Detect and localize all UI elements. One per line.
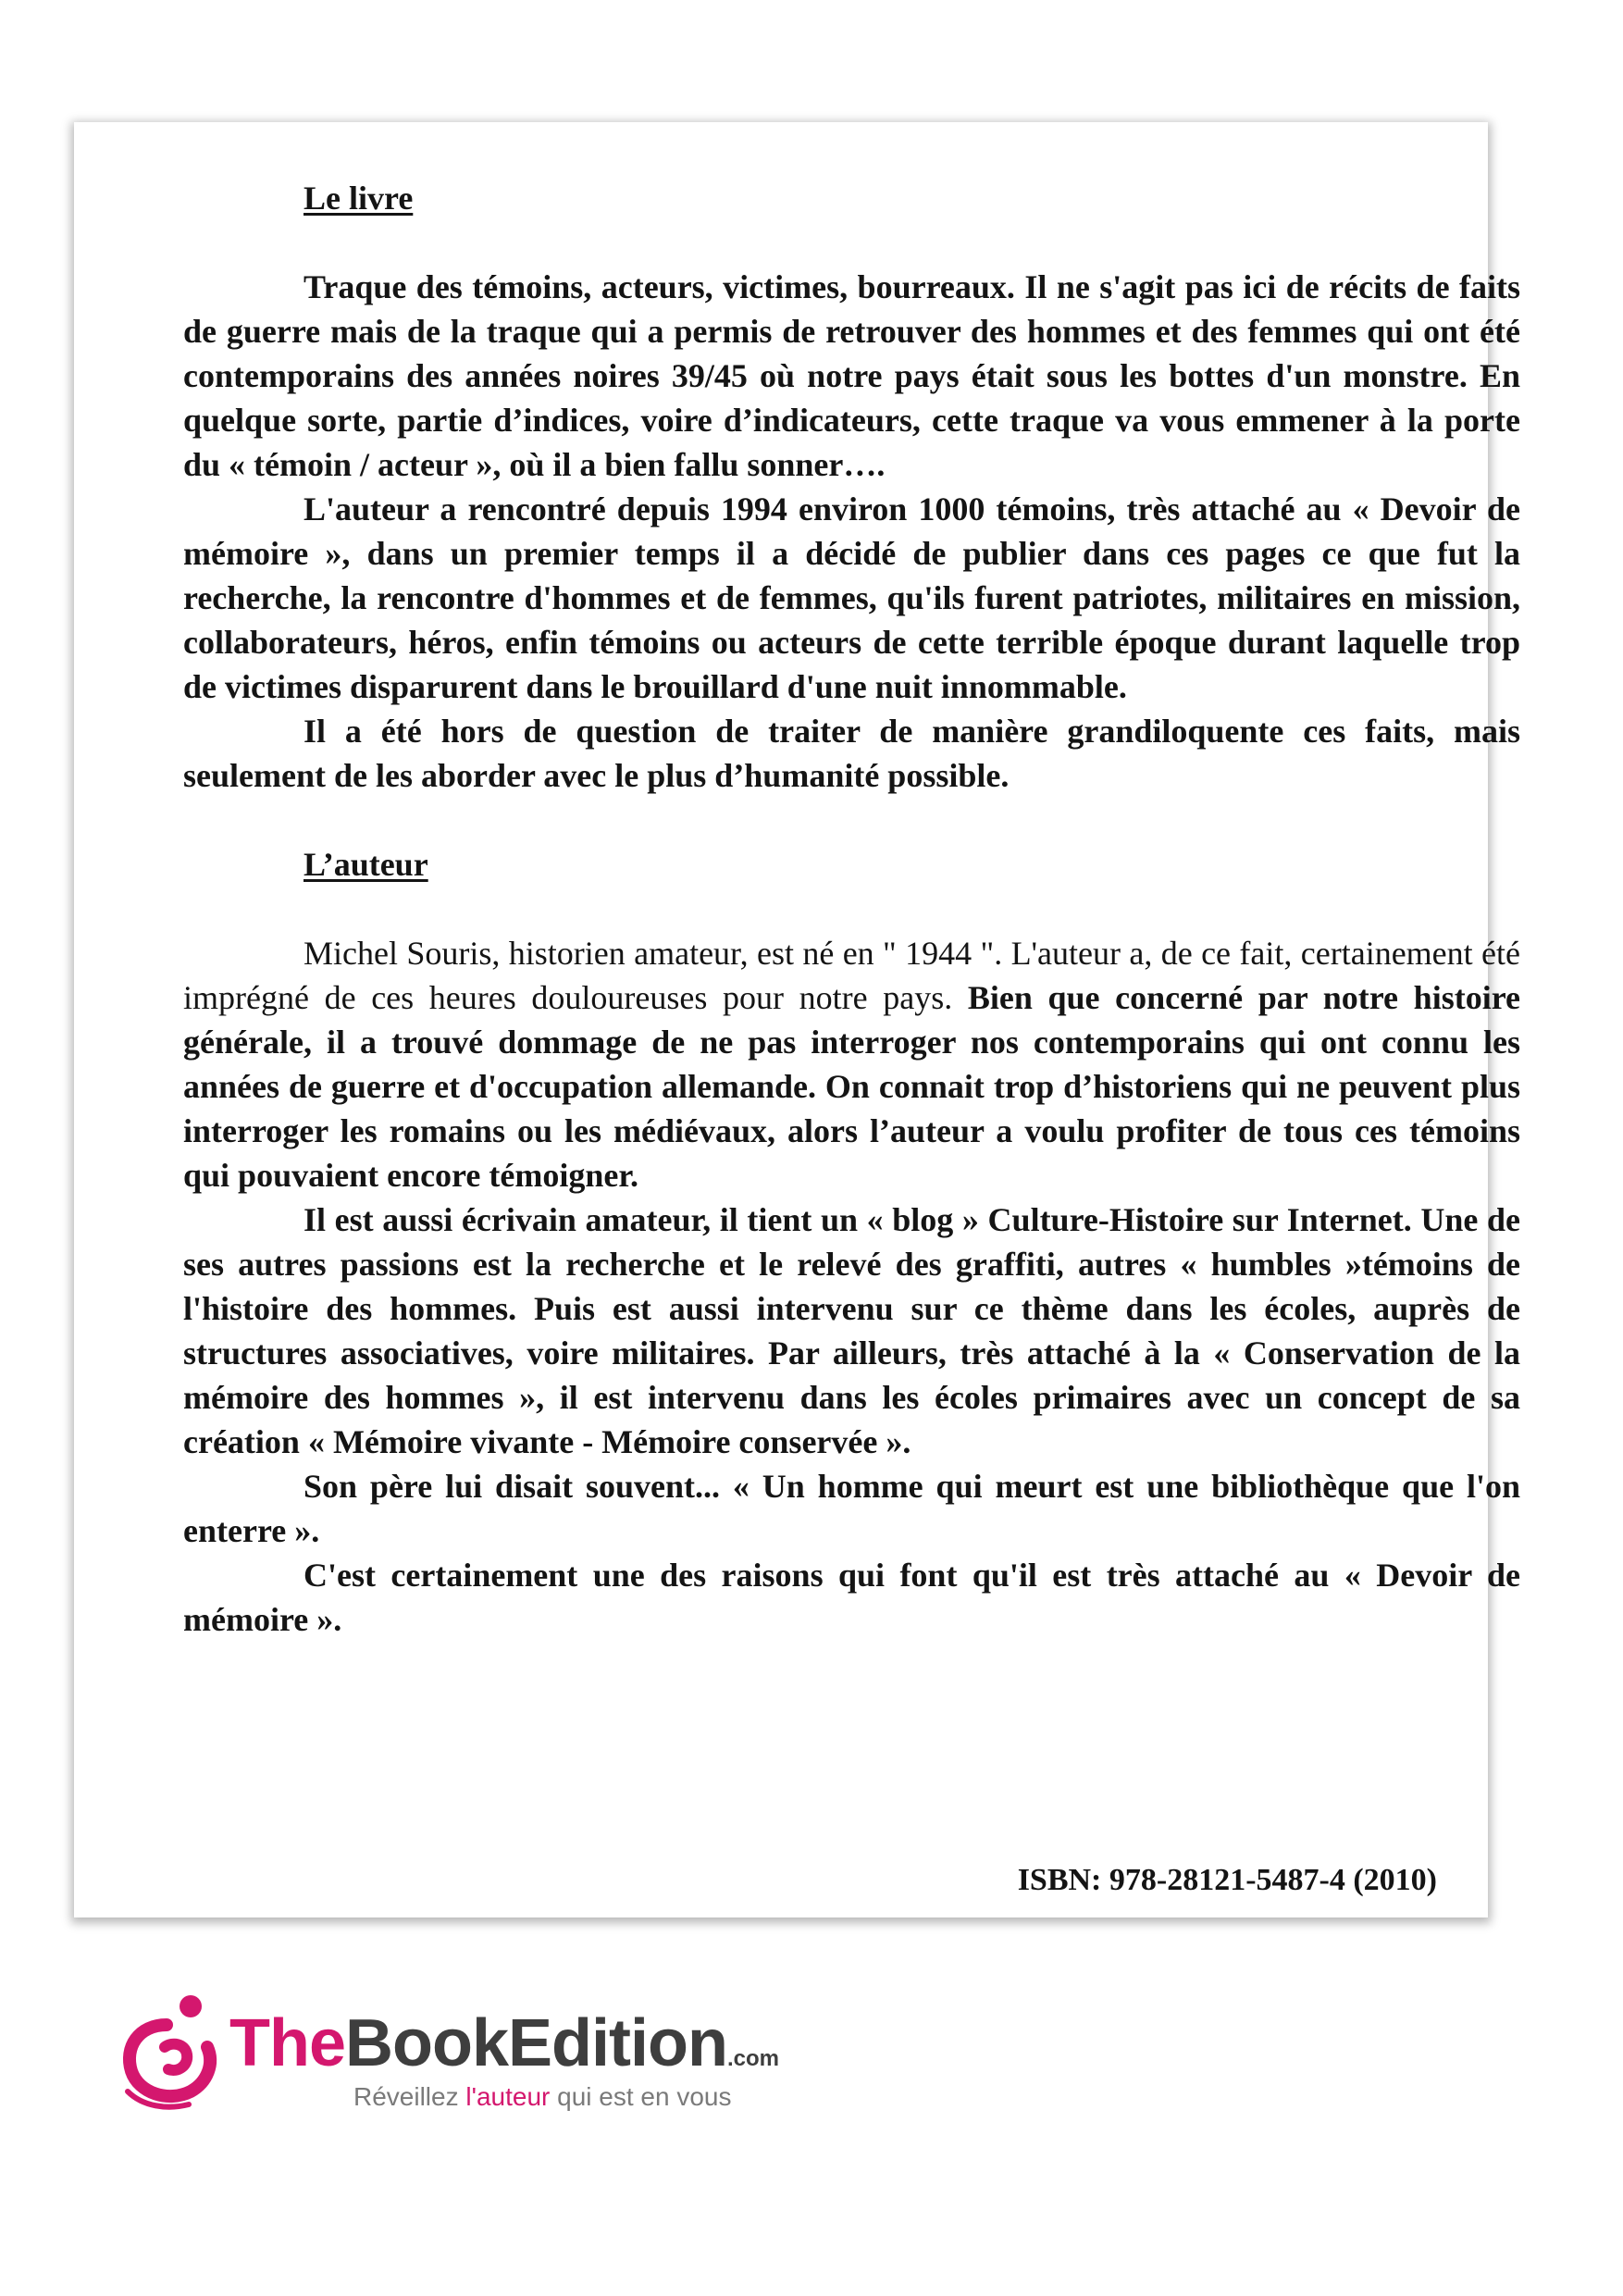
book-paragraph-1: Traque des témoins, acteurs, victimes, bourreaux. Il ne s'agit pas ici de récits de faits de guerre mais de la traque qui a permis de retrouver des hommes et des femmes qui ont été contemporains des années noires 39/45 où notre pays était sous les bottes d'un monstre. En quelque sorte, partie d’indices, voire d’indicateurs, cette traque va vous emmener à la porte du « témoin / acteur », où il a bien fallu sonner…. xyxy=(183,268,1520,483)
logo-wordmark xyxy=(229,2006,779,2092)
back-cover-card xyxy=(74,122,1521,1917)
logo-tagline xyxy=(353,2082,731,2112)
author-paragraph-1-rest: Bien que concerné par notre histoire générale, il a trouvé dommage de ne pas interroger nos contemporains qui ont connu les années de guerre et d'occupation allemande. On connait trop d’historiens qui ne peuvent plus interroger les romains ou les médiévaux, alors l’auteur a voulu profiter de tous ces témoins qui pouvaient encore témoigner. xyxy=(183,979,1521,1194)
book-paragraph-3: Il a été hors de question de traiter de manière grandiloquente ces faits, mais seulement de les aborder avec le plus d’humanité possible. xyxy=(183,713,1520,794)
logo-swirl-icon xyxy=(111,1990,231,2110)
logo-word-the: The xyxy=(229,2006,346,2080)
logo-word-bookedition: BookEdition xyxy=(345,2006,727,2080)
back-cover-text xyxy=(183,176,1520,1642)
section-title-book: Le livre xyxy=(304,180,414,217)
tagline-after: qui est en vous xyxy=(550,2082,732,2111)
author-paragraph-2: Il est aussi écrivain amateur, il tient un « blog » Culture-Histoire sur Internet. Une de ses autres passions est la recherche et le relevé des graffiti, autres « humbles »témoins de l'histoire des hommes. Puis est aussi intervenu sur ce thème dans les écoles, auprès de structures associatives, voire militaires. Par ailleurs, très attaché à la « Conservation de la mémoire des hommes », il est intervenu dans les écoles primaires avec un concept de sa création « Mémoire vivante - Mémoire conservée ». xyxy=(183,1201,1520,1460)
author-paragraph-4: C'est certainement une des raisons qui font qu'il est très attaché au « Devoir de mémoire ». xyxy=(183,1557,1520,1638)
author-paragraph-1 xyxy=(183,931,1520,1198)
tagline-before: Réveillez xyxy=(353,2082,466,2111)
tagline-highlight: l'auteur xyxy=(465,2082,551,2111)
book-paragraph-2: L'auteur a rencontré depuis 1994 environ 1000 témoins, très attaché au « Devoir de mémoire », dans un premier temps il a décidé de publier dans ces pages ce que fut la recherche, la rencontre d'hommes et de femmes, qu'ils furent patriotes, militaires en mission, collaborateurs, héros, enfin témoins ou acteurs de cette terrible époque durant laquelle trop de victimes disparurent dans le brouillard d'une nuit innommable. xyxy=(183,490,1520,705)
thebookedition-logo xyxy=(111,1990,851,2119)
logo-word-com: .com xyxy=(726,2046,779,2071)
author-paragraph-3: Son père lui disait souvent... « Un homme qui meurt est une bibliothèque que l'on enterre ». xyxy=(183,1468,1520,1549)
author-paragraph-1-intro: Michel Souris, historien amateur, est né en " 1944 ". L'auteur a, de ce fait, certainement été imprégné de ces heures douloureuses pour notre pays. xyxy=(183,935,1520,1016)
section-title-author: L’auteur xyxy=(304,846,428,883)
isbn-label: ISBN: 978-28121-5487-4 (2010) xyxy=(1017,1863,1437,1897)
